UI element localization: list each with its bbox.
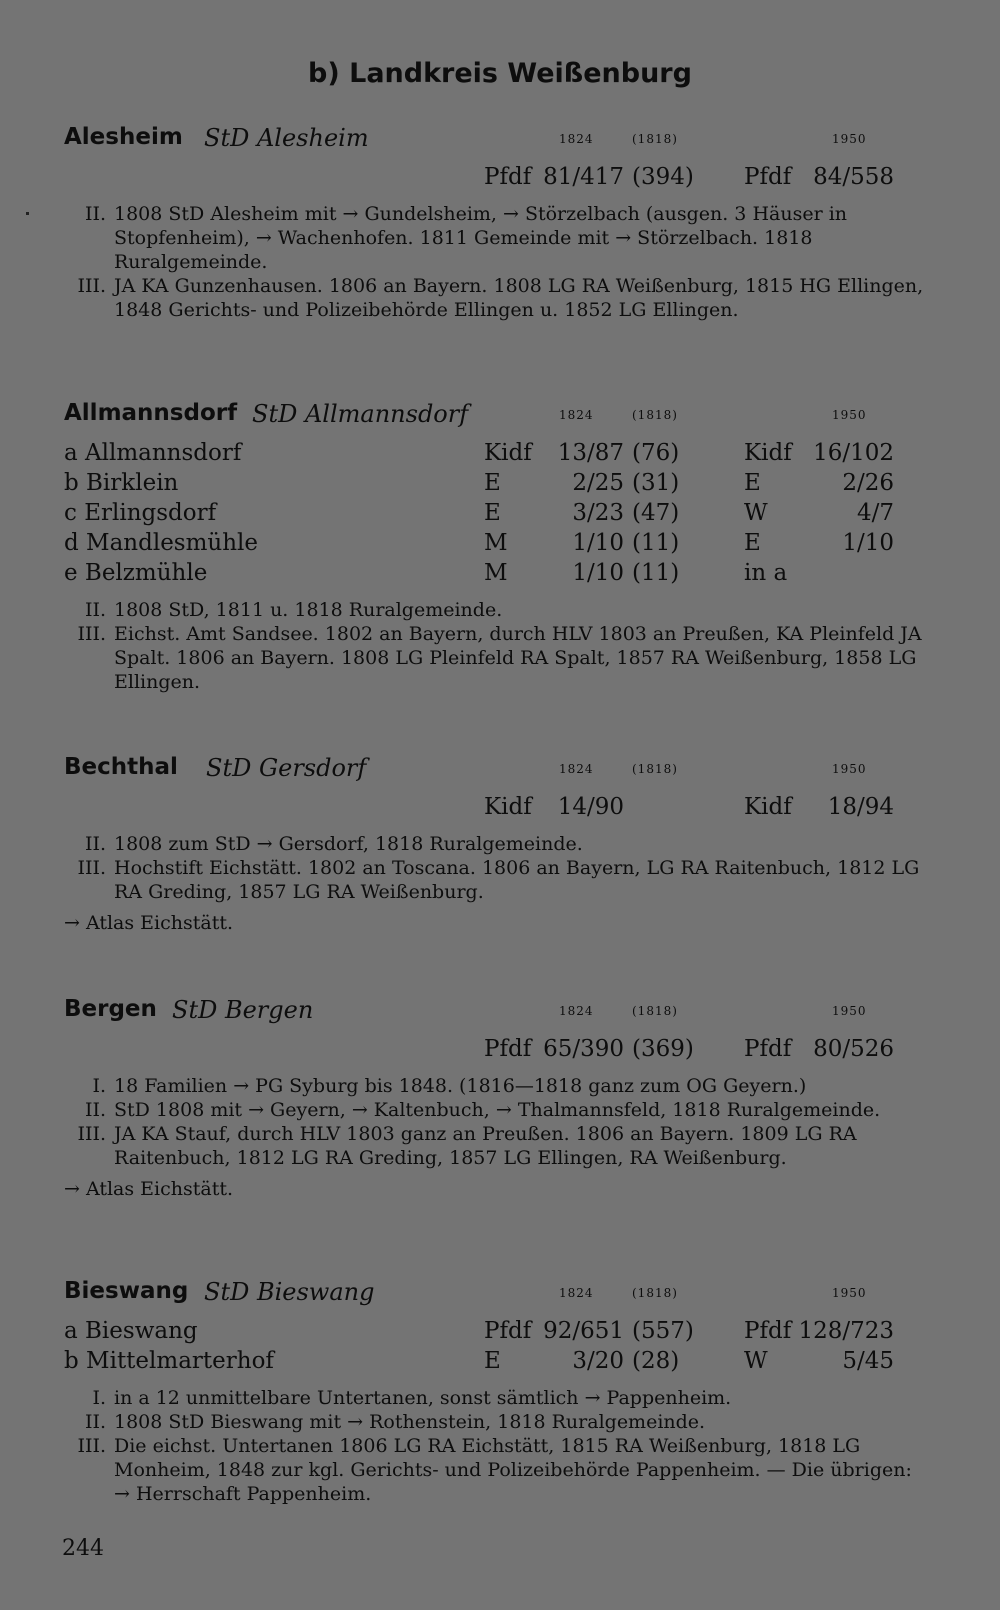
entry-header [64, 124, 924, 164]
value-1824: 81/417 [543, 164, 624, 190]
entry-alesheim [64, 124, 924, 322]
note-number: II. [84, 833, 106, 855]
note-number: III. [77, 275, 106, 297]
value-1824: 2/25 [572, 470, 624, 496]
value-1950: 4/7 [856, 500, 894, 526]
type-1824: Pfdf [484, 1318, 532, 1344]
value-1818: (28) [632, 1348, 680, 1374]
note-text: JA KA Stauf, durch HLV 1803 ganz an Preußen. 1806 an Bayern. 1809 LG RA Raitenbuch, 1812 LG RA Greding, 1857 LG Ellingen, RA Weißenburg. [114, 1123, 857, 1169]
year-1818: (1818) [632, 762, 678, 776]
value-1824: 3/23 [572, 500, 624, 526]
row-label: d Mandlesmühle [64, 530, 259, 556]
value-1824: 92/651 [543, 1318, 624, 1344]
year-1824: 1824 [559, 762, 594, 776]
type-1824: Kidf [484, 440, 532, 466]
row-label: b Mittelmarterhof [64, 1348, 274, 1374]
census-row [64, 440, 924, 470]
type-1950: Pfdf [744, 164, 792, 190]
census-rows [64, 794, 924, 824]
type-1824: M [484, 530, 508, 556]
type-1950: Kidf [744, 794, 792, 820]
year-1818: (1818) [632, 132, 678, 146]
atlas-reference: → Atlas Eichstätt. [64, 912, 234, 934]
place-name: Bieswang [64, 1278, 189, 1304]
note [64, 598, 924, 622]
entry-bergen [64, 996, 924, 1200]
value-1818: (31) [632, 470, 680, 496]
type-1950: in a [744, 560, 788, 586]
value-1818: (369) [632, 1036, 694, 1062]
note-text: 18 Familien → PG Syburg bis 1848. (1816—1818 ganz zum OG Geyern.) [114, 1075, 807, 1097]
atlas-reference: → Atlas Eichstätt. [64, 1178, 234, 1200]
place-name: Allmannsdorf [64, 400, 238, 426]
std-name: StD Alesheim [204, 124, 369, 152]
year-1824: 1824 [559, 132, 594, 146]
std-name: StD Allmannsdorf [252, 400, 469, 428]
value-1950: 84/558 [813, 164, 894, 190]
type-1950: E [744, 530, 761, 556]
census-row [64, 560, 924, 590]
value-1824: 13/87 [557, 440, 624, 466]
census-rows [64, 1318, 924, 1378]
year-1818: (1818) [632, 1004, 678, 1018]
note-number: III. [77, 623, 106, 645]
std-name: StD Bieswang [204, 1278, 375, 1306]
value-1818: (394) [632, 164, 694, 190]
value-1818: (76) [632, 440, 680, 466]
value-1818: (47) [632, 500, 680, 526]
note-text: in a 12 unmittelbare Untertanen, sonst sämtlich → Pappenheim. [114, 1387, 732, 1409]
census-row [64, 530, 924, 560]
entry-bechthal [64, 754, 924, 934]
note-number: II. [84, 1411, 106, 1433]
type-1824: M [484, 560, 508, 586]
value-1824: 14/90 [557, 794, 624, 820]
type-1950: Pfdf [744, 1318, 792, 1344]
row-label: b Birklein [64, 470, 179, 496]
note-number: I. [92, 1387, 106, 1409]
year-1950: 1950 [832, 1004, 867, 1018]
year-1950: 1950 [832, 132, 867, 146]
value-1950: 128/723 [798, 1318, 894, 1344]
type-1950: W [744, 500, 768, 526]
note [64, 1410, 924, 1434]
value-1950: 80/526 [813, 1036, 894, 1062]
entry-bieswang [64, 1278, 924, 1506]
entry-header [64, 754, 924, 794]
note-text: 1808 zum StD → Gersdorf, 1818 Ruralgemeinde. [114, 833, 583, 855]
row-label: e Belzmühle [64, 560, 208, 586]
value-1818: (11) [632, 530, 680, 556]
year-1824: 1824 [559, 408, 594, 422]
note [64, 622, 924, 694]
value-1950: 2/26 [842, 470, 894, 496]
type-1824: E [484, 470, 501, 496]
note [64, 202, 924, 274]
note [64, 1098, 924, 1122]
type-1824: Pfdf [484, 164, 532, 190]
note-text: 1808 StD Bieswang mit → Rothenstein, 1818 Ruralgemeinde. [114, 1411, 706, 1433]
page-number: 244 [62, 1536, 104, 1561]
value-1824: 65/390 [543, 1036, 624, 1062]
page-heading: b) Landkreis Weißenburg [308, 58, 692, 89]
place-name: Bergen [64, 996, 157, 1022]
value-1824: 1/10 [572, 560, 624, 586]
note-number: II. [84, 1099, 106, 1121]
entry-header [64, 1278, 924, 1318]
note-number: I. [92, 1075, 106, 1097]
census-rows [64, 164, 924, 194]
year-1824: 1824 [559, 1286, 594, 1300]
year-1950: 1950 [832, 1286, 867, 1300]
row-label: c Erlingsdorf [64, 500, 217, 526]
census-row [64, 500, 924, 530]
note-text: Die eichst. Untertanen 1806 LG RA Eichstätt, 1815 RA Weißenburg, 1818 LG Monheim, 1848 zur kgl. Gerichts- und Polizeibehörde Pappenheim. — Die übrigen: → Herrschaft Pappenheim. [114, 1435, 912, 1505]
type-1824: E [484, 1348, 501, 1374]
note [64, 1386, 924, 1410]
census-row [64, 794, 924, 824]
note-number: III. [77, 1123, 106, 1145]
note-number: II. [84, 599, 106, 621]
census-row [64, 470, 924, 500]
place-name: Bechthal [64, 754, 178, 780]
note-number: III. [77, 1435, 106, 1457]
year-1950: 1950 [832, 408, 867, 422]
notes [64, 202, 924, 322]
entry-header [64, 400, 924, 440]
type-1824: Pfdf [484, 1036, 532, 1062]
year-1818: (1818) [632, 408, 678, 422]
value-1818: (11) [632, 560, 680, 586]
value-1950: 16/102 [813, 440, 894, 466]
note [64, 1122, 924, 1170]
census-row [64, 1348, 924, 1378]
value-1950: 18/94 [827, 794, 894, 820]
note-number: III. [77, 857, 106, 879]
value-1950: 1/10 [842, 530, 894, 556]
note [64, 832, 924, 856]
census-rows [64, 440, 924, 590]
margin-mark [26, 212, 29, 215]
value-1824: 3/20 [572, 1348, 624, 1374]
notes [64, 598, 924, 694]
note-number: II. [84, 203, 106, 225]
note-text: 1808 StD, 1811 u. 1818 Ruralgemeinde. [114, 599, 503, 621]
note-text: StD 1808 mit → Geyern, → Kaltenbuch, → Thalmannsfeld, 1818 Ruralgemeinde. [114, 1099, 881, 1121]
type-1950: Pfdf [744, 1036, 792, 1062]
type-1950: E [744, 470, 761, 496]
census-row [64, 1036, 924, 1066]
value-1818: (557) [632, 1318, 694, 1344]
value-1824: 1/10 [572, 530, 624, 556]
notes [64, 832, 924, 904]
entry-header [64, 996, 924, 1036]
type-1950: W [744, 1348, 768, 1374]
notes [64, 1074, 924, 1170]
type-1824: E [484, 500, 501, 526]
note-text: JA KA Gunzenhausen. 1806 an Bayern. 1808 LG RA Weißenburg, 1815 HG Ellingen, 1848 Gerichts- und Polizeibehörde Ellingen u. 1852 LG Ellingen. [114, 275, 924, 321]
note [64, 856, 924, 904]
type-1824: Kidf [484, 794, 532, 820]
note [64, 1434, 924, 1506]
row-label: a Allmannsdorf [64, 440, 242, 466]
census-row [64, 1318, 924, 1348]
row-label: a Bieswang [64, 1318, 198, 1344]
note [64, 1074, 924, 1098]
entry-allmannsdorf [64, 400, 924, 694]
census-row [64, 164, 924, 194]
note-text: Hochstift Eichstätt. 1802 an Toscana. 1806 an Bayern, LG RA Raitenbuch, 1812 LG RA Greding, 1857 LG RA Weißenburg. [114, 857, 920, 903]
std-name: StD Bergen [172, 996, 314, 1024]
year-1950: 1950 [832, 762, 867, 776]
year-1824: 1824 [559, 1004, 594, 1018]
type-1950: Kidf [744, 440, 792, 466]
note [64, 274, 924, 322]
std-name: StD Gersdorf [206, 754, 367, 782]
place-name: Alesheim [64, 124, 183, 150]
year-1818: (1818) [632, 1286, 678, 1300]
census-rows [64, 1036, 924, 1066]
note-text: Eichst. Amt Sandsee. 1802 an Bayern, durch HLV 1803 an Preußen, KA Pleinfeld JA Spalt. 1806 an Bayern. 1808 LG Pleinfeld RA Spalt, 1857 RA Weißenburg, 1858 LG Ellingen. [114, 623, 922, 693]
notes [64, 1386, 924, 1506]
note-text: 1808 StD Alesheim mit → Gundelsheim, → Störzelbach (ausgen. 3 Häuser in Stopfenheim), → Wachenhofen. 1811 Gemeinde mit → Störzelbach. 1818 Ruralgemeinde. [114, 203, 848, 273]
value-1950: 5/45 [842, 1348, 894, 1374]
